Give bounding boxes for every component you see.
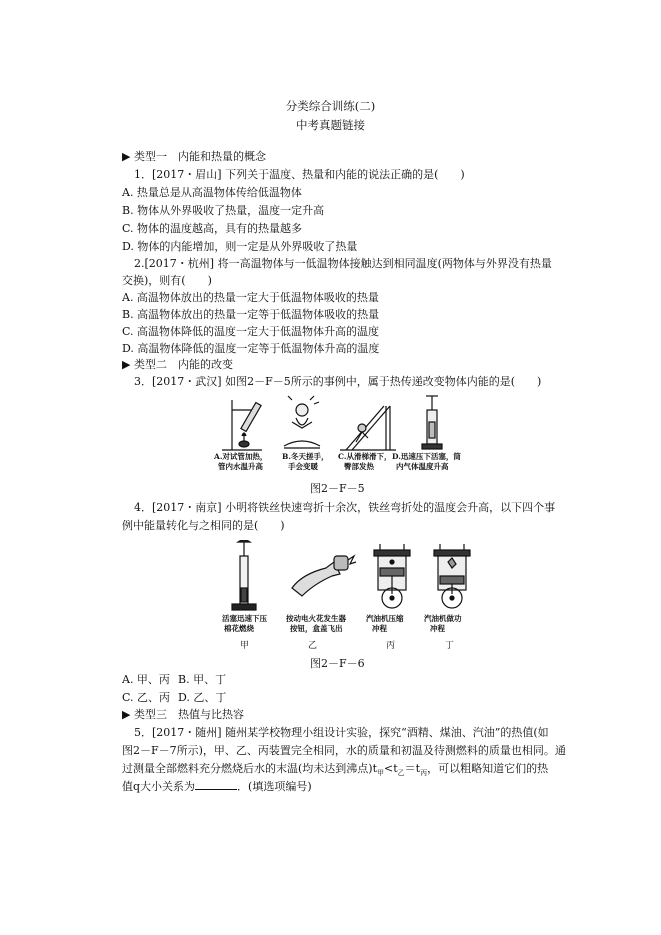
question-1-option-d: D. 物体的内能增加，则一定是从外界吸收了热量 [122, 240, 358, 253]
figure-2-f-6-tag-yi: 乙 [308, 641, 318, 651]
figure-2-f-5-label-c-line2: 臀部发热 [344, 462, 374, 471]
rubbing-hands-icon [284, 396, 320, 448]
spark-generator-icon [292, 556, 356, 596]
question-2-option-d: D. 高温物体降低的温度一定等于低温物体升高的温度 [122, 342, 380, 355]
engine-compression-icon [374, 544, 410, 608]
answer-blank[interactable] [195, 779, 237, 790]
subscript-bing: 丙 [420, 769, 428, 778]
slide-icon [340, 406, 396, 450]
figure-2-f-5-label-a-line2: 管内水温升高 [218, 462, 263, 471]
figure-2-f-6-label-jia-line1: 活塞迅速下压 [222, 614, 267, 623]
question-2-stem-line2: 交换)，则有( ) [122, 274, 212, 287]
question-2-option-c: C. 高温物体降低的温度一定大于低温物体升高的温度 [122, 325, 380, 338]
question-5-line4 [122, 779, 312, 795]
question-4-stem-line2: 例中能量转化与之相同的是( ) [122, 519, 285, 532]
question-4-option-d: D. 乙、丁 [178, 691, 227, 704]
page-title: 分类综合训练(二) [285, 99, 376, 113]
figure-2-f-6-label-ding-line2: 冲程 [430, 624, 445, 633]
question-2-option-b: B. 高温物体放出的热量一定等于低温物体吸收的热量 [122, 308, 380, 321]
question-5-line3-text-a: 过测量全部燃料充分燃烧后水的末温(均未达到沸点)t [122, 762, 378, 775]
section-heading-2: ▶ 类型二 内能的改变 [122, 358, 233, 371]
question-5-line3-text-d: ，可以粗略知道它们的热 [427, 762, 549, 775]
question-2-option-a: A. 高温物体放出的热量一定大于低温物体吸收的热量 [122, 291, 379, 304]
fire-syringe-icon [232, 540, 256, 610]
section-heading-3: ▶ 类型三 热值与比热容 [122, 708, 244, 721]
question-4-option-a: A. 甲、丙 [122, 673, 170, 686]
question-4-option-c: C. 乙、丙 [122, 691, 171, 704]
figure-2-f-5-label-d-line1: D.迅速压下活塞，筒 [392, 452, 461, 461]
test-tube-heating-icon [222, 400, 262, 450]
subscript-jia: 甲 [377, 769, 385, 778]
question-4-stem-line1: 4．[2017・南京] 小明将铁丝快速弯折十余次，铁丝弯折处的温度会升高，以下四个事 [134, 501, 556, 514]
figure-2-f-6-tag-ding: 丁 [445, 641, 455, 651]
question-5-line4-text-a: 值q大小关系为 [122, 780, 196, 793]
section-heading-1: ▶ 类型一 内能和热量的概念 [122, 150, 266, 163]
question-5-line3-text-c: ＝t [404, 762, 421, 775]
subscript-yi: 乙 [397, 769, 405, 778]
figure-2-f-5-label-a-line1: A.对试管加热， [214, 452, 268, 461]
question-1-option-b: B. 物体从外界吸收了热量，温度一定升高 [122, 204, 325, 217]
figure-2-f-6-label-bing-line1: 汽油机压缩 [366, 614, 404, 623]
figure-2-f-5-label-d-line2: 内气体温度升高 [396, 462, 449, 471]
air-pump-icon [422, 396, 442, 449]
figure-2-f-5 [214, 392, 454, 454]
figure-2-f-5-label-b-line2: 手会变暖 [288, 462, 318, 471]
figure-2-f-6-label-bing-line2: 冲程 [372, 624, 387, 633]
figure-2-f-6-tag-bing: 丙 [386, 641, 396, 651]
question-5-line1: 5．[2017・随州] 随州某学校物理小组设计实验，探究“酒精、煤油、汽油”的热值(如 [134, 726, 549, 739]
question-3-stem: 3．[2017・武汉] 如图2－F－5所示的事例中，属于热传递改变物体内能的是( ) [134, 375, 542, 388]
figure-2-f-6-label-jia-line2: 棉花燃烧 [224, 624, 254, 633]
figure-2-f-6-illustration [222, 540, 478, 612]
figure-2-f-6-tag-jia: 甲 [240, 641, 250, 651]
figure-2-f-5-caption: 图2－F－5 [310, 482, 365, 495]
question-2-stem-line1: 2.[2017・杭州] 将一高温物体与一低温物体接触达到相同温度(两物体与外界没有热量 [134, 257, 552, 270]
figure-2-f-6-label-yi-line1: 按动电火花发生器 [286, 614, 346, 623]
question-5-line4-text-b: ．(填选项编号) [237, 780, 312, 793]
question-4-option-b: B. 甲、丁 [178, 673, 227, 686]
question-5-line2: 图2－F－7所示)，甲、乙、丙装置完全相同，水的质量和初温及待测燃料的质量也相同。通 [122, 744, 566, 757]
figure-2-f-5-label-c-line1: C.从滑梯滑下， [338, 452, 392, 461]
figure-2-f-5-label-b-line1: B.冬天搓手， [282, 452, 329, 461]
figure-2-f-6-label-yi-line2: 按钮，盒盖飞出 [290, 624, 343, 633]
page-subtitle: 中考真题链接 [296, 118, 365, 132]
figure-2-f-6 [222, 540, 478, 612]
figure-2-f-6-caption: 图2－F－6 [310, 657, 365, 670]
question-1-option-c: C. 物体的温度越高，具有的热量越多 [122, 222, 303, 235]
question-5-line3-text-b: <t [384, 762, 398, 775]
question-1-option-a: A. 热量总是从高温物体传给低温物体 [122, 186, 302, 199]
figure-2-f-5-illustration [214, 392, 454, 454]
engine-power-icon [434, 544, 470, 608]
figure-2-f-6-label-ding-line1: 汽油机做功 [424, 614, 462, 623]
question-1-stem: 1．[2017・眉山] 下列关于温度、热量和内能的说法正确的是( ) [134, 168, 465, 181]
